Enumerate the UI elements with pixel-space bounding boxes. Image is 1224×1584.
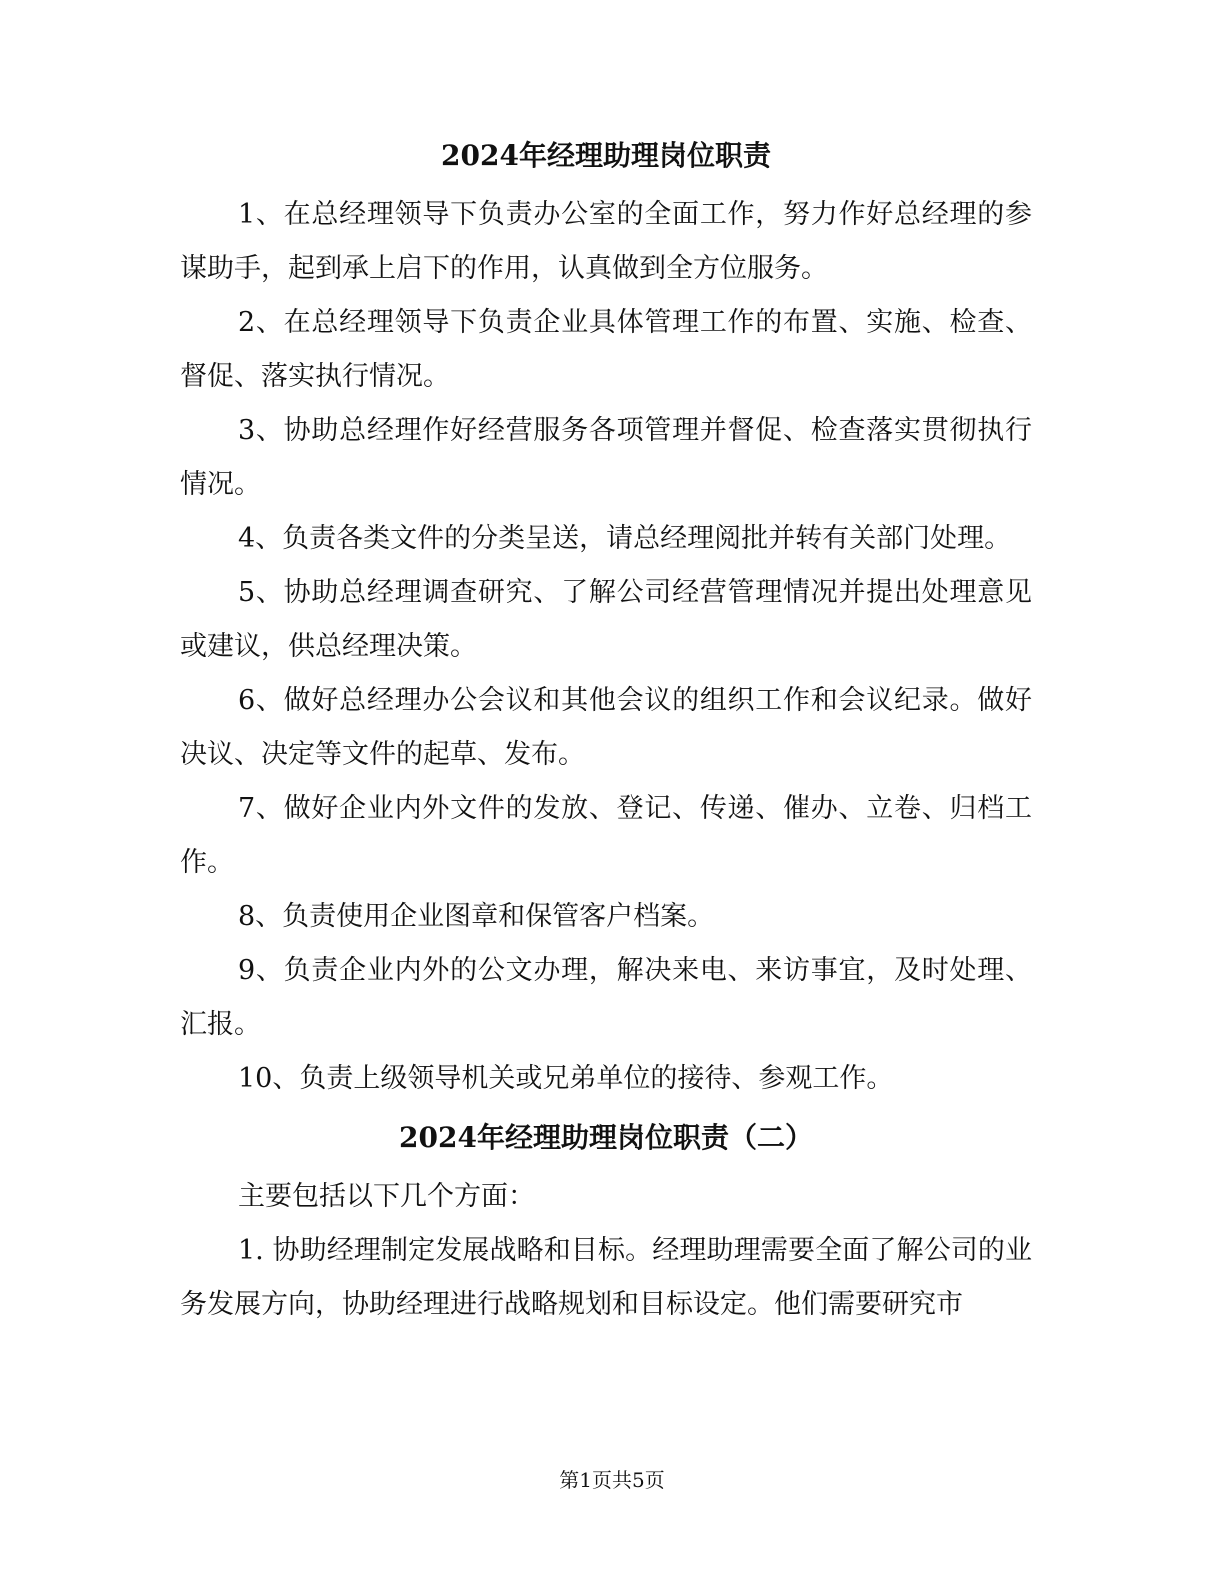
duty-item-10: 10、负责上级领导机关或兄弟单位的接待、参观工作。	[238, 1063, 894, 1094]
duty-item-8: 8、负责使用企业图章和保管客户档案。	[238, 901, 715, 932]
section-2-item-1: 1. 协助经理制定发展战略和目标。经理助理需要全面了解公司的业务发展方向，协助经理进行战略规划和目标设定。他们需要研究市	[180, 1235, 1032, 1320]
document-title: 2024年经理助理岗位职责	[441, 139, 771, 172]
section-2-title: 2024年经理助理岗位职责（二）	[399, 1121, 813, 1154]
duty-item-4: 4、负责各类文件的分类呈送，请总经理阅批并转有关部门处理。	[238, 523, 1012, 554]
duty-item-1: 1、在总经理领导下负责办公室的全面工作，努力作好总经理的参谋助手，起到承上启下的作用，认真做到全方位服务。	[180, 199, 1032, 284]
section-2-intro: 主要包括以下几个方面：	[238, 1181, 535, 1212]
duty-item-5: 5、协助总经理调查研究、了解公司经营管理情况并提出处理意见或建议，供总经理决策。	[180, 577, 1032, 662]
duty-item-3: 3、协助总经理作好经营服务各项管理并督促、检查落实贯彻执行情况。	[180, 415, 1032, 500]
duty-item-9: 9、负责企业内外的公文办理，解决来电、来访事宜，及时处理、汇报。	[180, 955, 1032, 1040]
document-body	[180, 136, 1032, 1332]
duty-item-6: 6、做好总经理办公会议和其他会议的组织工作和会议纪录。做好决议、决定等文件的起草、发布。	[180, 685, 1032, 770]
duty-item-2: 2、在总经理领导下负责企业具体管理工作的布置、实施、检查、督促、落实执行情况。	[180, 307, 1032, 392]
duty-item-7: 7、做好企业内外文件的发放、登记、传递、催办、立卷、归档工作。	[180, 793, 1032, 878]
page-number-footer: 第1页共5页	[559, 1468, 665, 1492]
